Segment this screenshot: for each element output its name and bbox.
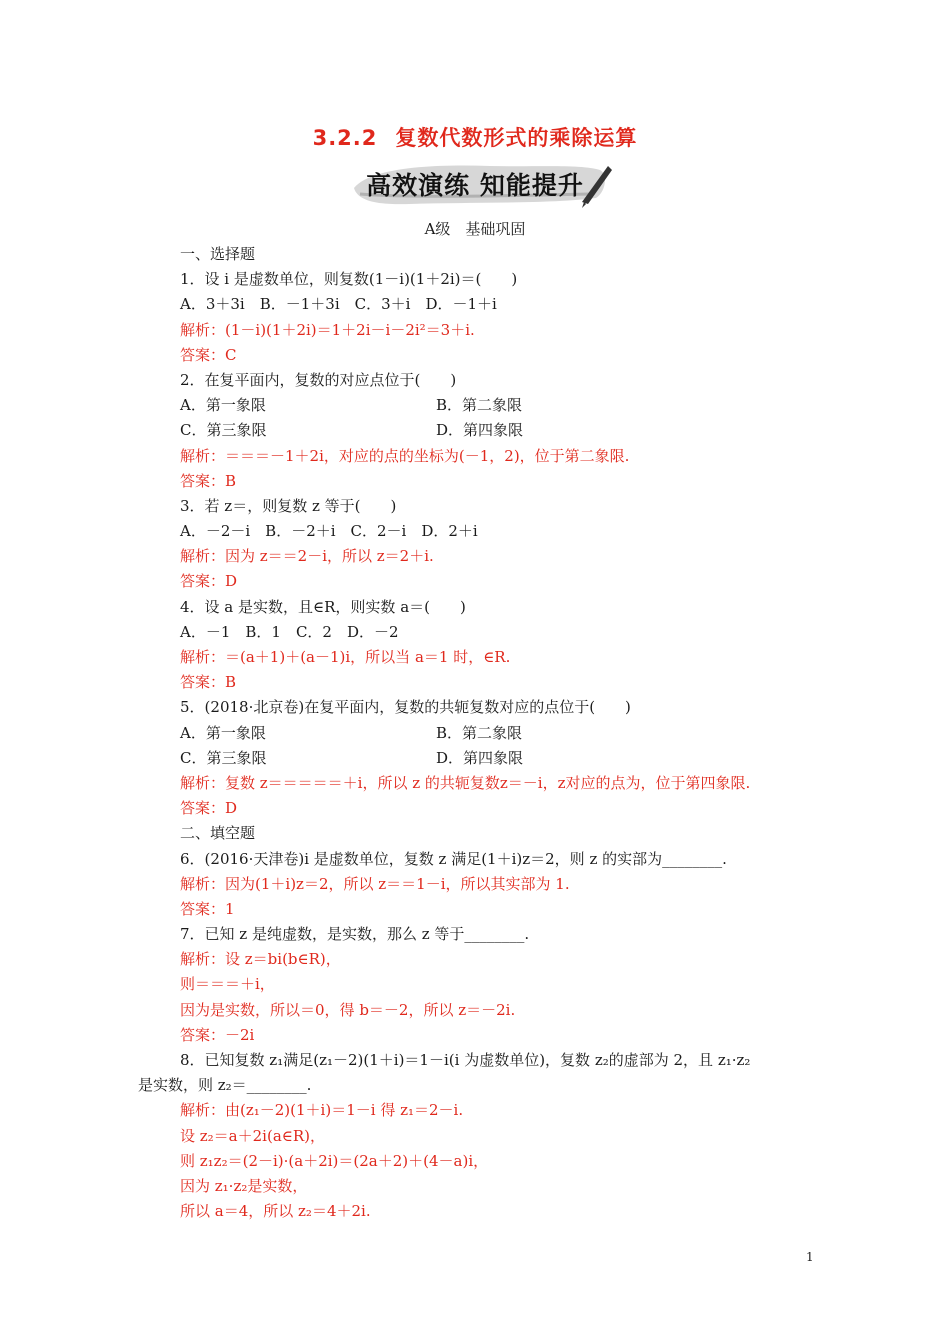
solution-line: 则＝＝＝＋i，	[180, 975, 275, 994]
section-title-text: 复数代数形式的乘除运算	[395, 126, 638, 150]
solution-line: 答案：C	[180, 345, 237, 364]
question-line	[180, 393, 820, 418]
question-line: A．－2－i B．－2＋i C．2－i D．2＋i	[180, 522, 478, 541]
solution-line: 所以 a＝4，所以 z₂＝4＋2i.	[180, 1202, 371, 1221]
question-line	[180, 418, 820, 443]
solution-line: 解析：因为 z＝＝2－i，所以 z＝2＋i.	[180, 547, 434, 566]
question-line: 6．(2016·天津卷)i 是虚数单位，复数 z 满足(1＋i)z＝2，则 z 的实部为________.	[180, 849, 727, 868]
question-line	[180, 746, 820, 771]
solution-line: 解析：(1－i)(1＋2i)＝1＋2i－i－2i²＝3＋i.	[180, 320, 475, 339]
section-title	[0, 122, 950, 152]
option-left: C．第三象限	[180, 748, 267, 767]
solution-line: 答案：－2i	[180, 1025, 255, 1044]
solution-line: 答案：D	[180, 799, 238, 818]
level-heading: A级 基础巩固	[424, 220, 526, 238]
solution-line: 答案：B	[180, 673, 237, 692]
solution-line: 解析：由(z₁－2)(1＋i)＝1－i 得 z₁＝2－i.	[180, 1101, 464, 1120]
option-right: D．第四象限	[436, 748, 524, 767]
section-number: 3.2.2	[312, 126, 378, 150]
solution-line: 答案：D	[180, 572, 238, 591]
option-right: B．第二象限	[436, 723, 523, 742]
page-number: 1	[806, 1250, 814, 1264]
question-line	[180, 721, 820, 746]
question-line: 一、选择题	[180, 245, 256, 263]
question-line: 是实数，则 z₂＝________.	[138, 1076, 312, 1095]
solution-line: 则 z₁z₂＝(2－i)·(a＋2i)＝(2a＋2)＋(4－a)i，	[180, 1151, 489, 1170]
question-line: A．3＋3i B．－1＋3i C．3＋i D．－1＋i	[180, 295, 497, 314]
solution-line: 解析：＝＝＝－1＋2i，对应的点的坐标为(－1，2)，位于第二象限.	[180, 446, 630, 465]
question-line: 7．已知 z 是纯虚数，是实数，那么 z 等于________.	[180, 925, 530, 944]
solution-line: 解析：因为(1＋i)z＝2，所以 z＝＝1－i，所以其实部为 1.	[180, 874, 570, 893]
solution-line: 解析：复数 z＝＝＝＝＝＋i，所以 z 的共轭复数z＝－i，z对应的点为，位于第四象限.	[180, 773, 751, 792]
solution-line: 解析：设 z＝bi(b∈R)，	[180, 950, 341, 969]
banner-text: 高效演练 知能提升	[366, 171, 584, 200]
solution-line: 设 z₂＝a＋2i(a∈R)，	[180, 1126, 326, 1145]
option-right: D．第四象限	[436, 421, 524, 440]
option-left: C．第三象限	[180, 421, 267, 440]
solution-line: 答案：1	[180, 899, 235, 918]
question-line: 8．已知复数 z₁满足(z₁－2)(1＋i)＝1－i(i 为虚数单位)，复数 z₂的虚部为 2，且 z₁·z₂	[180, 1051, 751, 1069]
question-line: 5．(2018·北京卷)在复平面内，复数的共轭复数对应的点位于( )	[180, 698, 631, 717]
question-line: 1．设 i 是虚数单位，则复数(1－i)(1＋2i)＝( )	[180, 270, 518, 289]
solution-line: 因为 z₁·z₂是实数，	[180, 1176, 308, 1195]
option-left: A．第一象限	[180, 396, 266, 415]
option-left: A．第一象限	[180, 723, 266, 742]
question-line: 3．若 z＝，则复数 z 等于( )	[180, 496, 397, 515]
question-line: 二、填空题	[180, 824, 256, 843]
question-line: 2．在复平面内，复数的对应点位于( )	[180, 370, 457, 389]
solution-line: 因为是实数，所以＝0，得 b＝－2，所以 z＝－2i.	[180, 1000, 516, 1019]
option-right: B．第二象限	[436, 396, 523, 415]
question-content	[138, 242, 820, 1224]
solution-line: 答案：B	[180, 471, 237, 490]
question-line: A．－1 B．1 C．2 D．－2	[180, 622, 399, 641]
practice-banner	[350, 158, 612, 210]
solution-line: 解析：＝(a＋1)＋(a－1)i，所以当 a＝1 时，∈R.	[180, 648, 511, 666]
question-line: 4．设 a 是实数，且∈R，则实数 a＝( )	[180, 597, 466, 616]
